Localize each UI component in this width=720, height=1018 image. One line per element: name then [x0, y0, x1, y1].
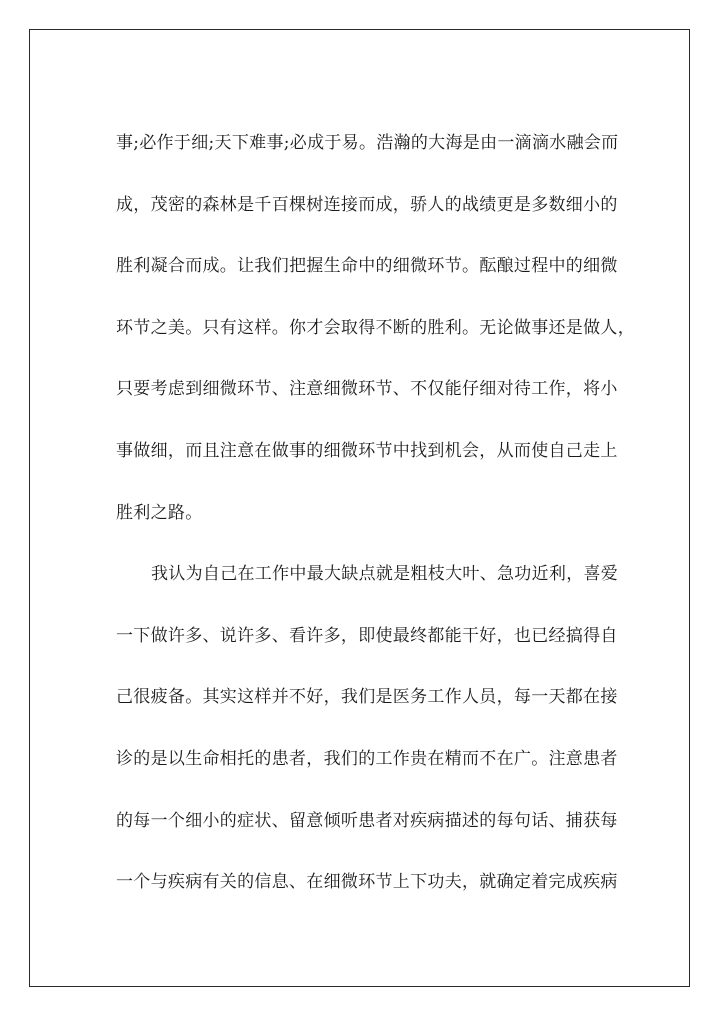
text-line: 只要考虑到细微环节、注意细微环节、不仅能仔细对待工作，将小 [116, 379, 618, 400]
text-line: 事;必作于细;天下难事;必成于易。浩瀚的大海是由一滴滴水融会而 [116, 133, 619, 153]
text-line: 成，茂密的森林是千百棵树连接而成，骄人的战绩更是多数细小的 [116, 194, 618, 215]
text-line: 诊的是以生命相托的患者，我们的工作贵在精而不在广。注意患者 [116, 748, 618, 769]
text-line: 一下做许多、说许多、看许多，即使最终都能干好，也已经搞得自 [116, 625, 618, 646]
text-line: 环节之美。只有这样。你才会取得不断的胜利。无论做事还是做人， [116, 317, 635, 338]
text-line: 胜利凝合而成。让我们把握生命中的细微环节。酝酿过程中的细微 [116, 256, 618, 277]
text-line: 一个与疾病有关的信息、在细微环节上下功夫，就确定着完成疾病 [116, 872, 618, 893]
text-line: 己很疲备。其实这样并不好，我们是医务工作人员，每一天都在接 [116, 687, 618, 708]
text-line: 的每一个细小的症状、留意倾听患者对疾病描述的每句话、捕获每 [116, 810, 618, 831]
text-line: 胜利之路。 [116, 502, 203, 523]
document-body [116, 125, 636, 926]
text-line: 事做细，而且注意在做事的细微环节中找到机会，从而使自己走上 [116, 440, 618, 461]
paragraph-start-line: 我认为自己在工作中最大缺点就是粗枝大叶、急功近利，喜爱 [151, 564, 619, 585]
